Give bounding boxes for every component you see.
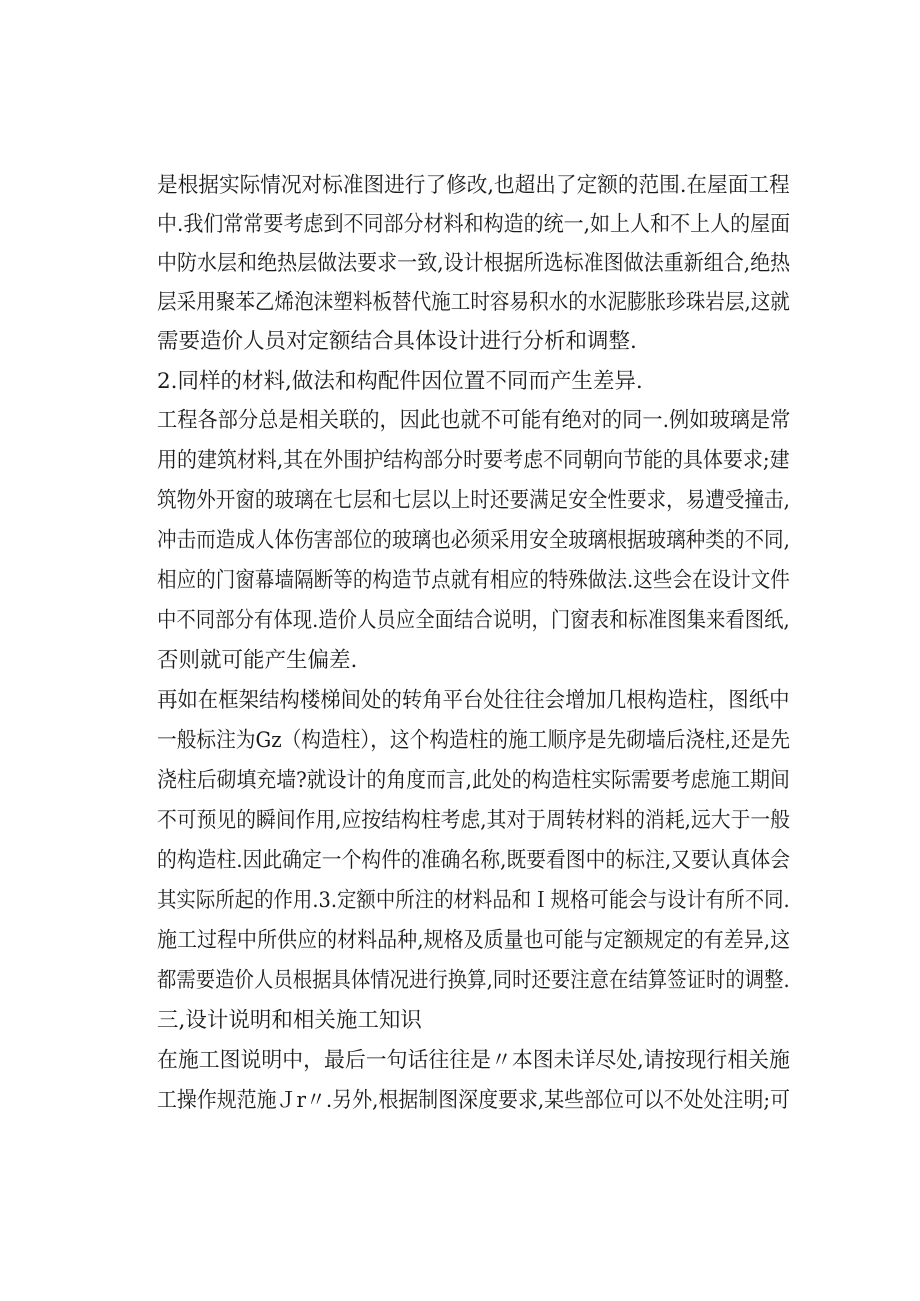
text-line: 不可预见的瞬间作用,应按结构柱考虑,其对于周转材料的消耗,远大于一般: [157, 808, 791, 833]
text-line: 是根据实际情况对标准图进行了修改,也超出了定额的范围.在屋面工程: [157, 173, 790, 198]
text-line: 筑物外开窗的玻璃在七层和七层以上时还要满足安全性要求，易遭受撞击,: [157, 488, 790, 513]
text-line: 需要造价人员对定额结合具体设计进行分析和调整.: [157, 329, 637, 354]
text-line: 用的建筑材料,其在外围护结构部分时要考虑不同朝向节能的具体要求;建: [157, 448, 790, 473]
text-line: 相应的门窗幕墙隔断等的构造节点就有相应的特殊做法.这些会在设计文件: [157, 568, 790, 593]
text-line: 一般标注为Gz（构造柱），这个构造柱的施工顺序是先砌墙后浇柱,还是先: [157, 728, 791, 753]
list-heading: 2.同样的材料,做法和构配件因位置不同而产生差异.: [157, 369, 643, 394]
text-line: 的构造柱.因此确定一个构件的准确名称,既要看图中的标注,又要认真体会: [157, 848, 791, 873]
text-line: 工程各部分总是相关联的，因此也就不可能有绝对的同一.例如玻璃是常: [157, 408, 791, 433]
text-line: 中防水层和绝热层做法要求一致,设计根据所选标准图做法重新组合,绝热: [157, 251, 791, 276]
text-line: 都需要造价人员根据具体情况进行换算,同时还要注意在结算签证时的调整.: [157, 968, 790, 993]
text-line: 中不同部分有体现.造价人员应全面结合说明，门窗表和标准图集来看图纸,: [157, 608, 790, 633]
text-line: 中.我们常常要考虑到不同部分材料和构造的统一,如上人和不上人的屋面: [157, 212, 791, 237]
text-line: 其实际所起的作用.3.定额中所注的材料品和Ｉ规格可能会与设计有所不同.: [157, 888, 790, 913]
text-line: 再如在框架结构楼梯间处的转角平台处往往会增加几根构造柱，图纸中: [157, 688, 790, 713]
text-line: 施工过程中所供应的材料品种,规格及质量也可能与定额规定的有差异,这: [157, 928, 791, 953]
text-line: 层采用聚苯乙烯泡沫塑料板替代施工时容易积水的水泥膨胀珍珠岩层,这就: [157, 290, 790, 315]
text-line: 冲击而造成人体伤害部位的玻璃也必须采用安全玻璃根据玻璃种类的不同,: [157, 528, 790, 553]
text-line: 在施工图说明中，最后一句话往往是〃本图未详尽处,请按现行相关施: [157, 1048, 790, 1073]
section-heading: 三,设计说明和相关施工知识: [157, 1008, 422, 1033]
text-line: 工操作规范施Ｊr〃.另外,根据制图深度要求,某些部位可以不处处注明;可: [157, 1088, 791, 1113]
text-line: 否则就可能产生偏差.: [157, 648, 358, 673]
text-line: 浇柱后砌填充墙?就设计的角度而言,此处的构造柱实际需要考虑施工期间: [157, 768, 790, 793]
